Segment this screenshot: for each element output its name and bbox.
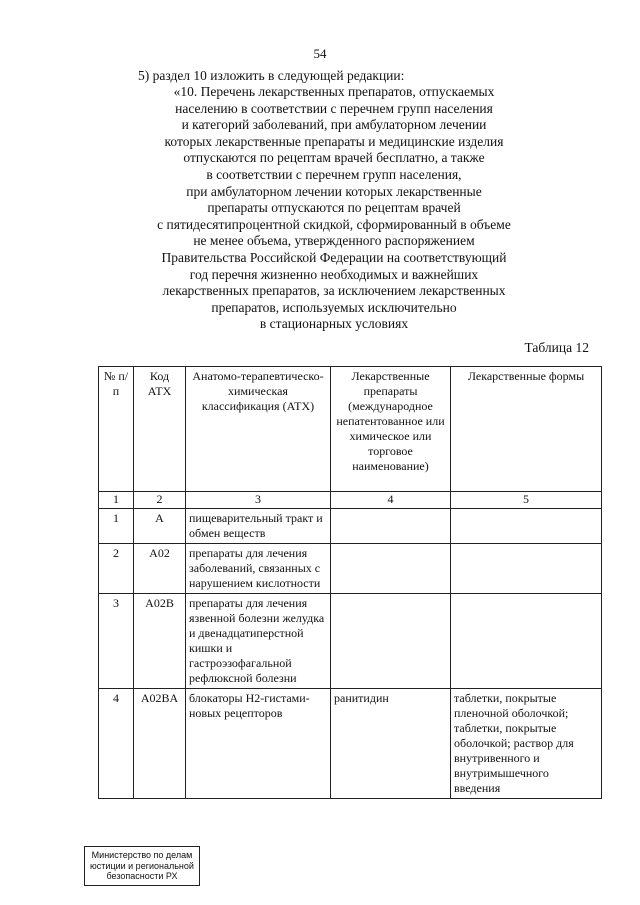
drug-name [331, 594, 451, 689]
table-header-row [99, 367, 602, 492]
stamp-line: безопасности РХ [106, 871, 178, 881]
dosage-form [451, 544, 602, 594]
table-row [99, 689, 602, 799]
heading-line: «10. Перечень лекарственных препаратов, отпускаемых [173, 84, 495, 99]
heading-line: год перечня жизненно необходимых и важнейших [189, 266, 479, 282]
atx-code: A02B [134, 594, 186, 689]
section-heading [96, 84, 572, 333]
heading-line: отпускаются по рецептам врачей бесплатно, а также [183, 150, 485, 166]
row-number: 1 [99, 509, 134, 544]
header-number: № п/п [99, 367, 134, 492]
classification: блокаторы Н2-гистами-новых рецепторов [186, 689, 331, 799]
heading-line: и категорий заболеваний, при амбулаторном лечении [181, 117, 487, 133]
heading-line: при амбулаторном лечении которых лекарственные [186, 183, 482, 199]
classification: препараты для лечения язвенной болезни желудка и двенадцатиперстной кишки и гастроэзофагальной рефлюксной болезни [186, 594, 331, 689]
heading-line: в стационарных условиях [259, 316, 409, 332]
header-atx-code: Код АТХ [134, 367, 186, 492]
row-number: 4 [99, 689, 134, 799]
drug-name: ранитидин [331, 689, 451, 799]
column-number: 2 [134, 492, 186, 509]
classification: препараты для лечения заболеваний, связанных с нарушением кислотности [186, 544, 331, 594]
column-number: 4 [331, 492, 451, 509]
column-number: 3 [186, 492, 331, 509]
classification: пищеварительный тракт и обмен веществ [186, 509, 331, 544]
dosage-form: таблетки, покрытые пленочной оболочкой; таблетки, покрытые оболочкой; раствор для внутривенного и внутримышечного введения [451, 689, 602, 799]
header-drugs: Лекарственные препараты (международное непатентованное или химическое или торговое наименование) [331, 367, 451, 492]
heading-line: не менее объема, утвержденного распоряжением [193, 233, 475, 249]
heading-line: с пятидесятипроцентной скидкой, сформированный в объеме [157, 216, 511, 232]
heading-line: в соответствии с перечнем групп населения, [206, 166, 462, 182]
heading-line: препаратов, используемых исключительно [211, 299, 457, 315]
stamp-line: юстиции и региональной [90, 860, 194, 871]
dosage-form [451, 594, 602, 689]
drug-name [331, 544, 451, 594]
row-number: 3 [99, 594, 134, 689]
atx-code: A02 [134, 544, 186, 594]
heading-line: которых лекарственные препараты и медицинские изделия [164, 133, 504, 149]
ministry-stamp [84, 846, 200, 886]
intro-text: 5) раздел 10 изложить в следующей редакции: [138, 68, 405, 83]
drug-name [331, 509, 451, 544]
stamp-line: Министерство по делам [91, 850, 193, 860]
dosage-form [451, 509, 602, 544]
header-forms: Лекарственные формы [451, 367, 602, 492]
heading-line: препараты отпускаются по рецептам врачей [207, 200, 461, 216]
header-classification: Анатомо-терапевтическо-химическая классификация (АТХ) [186, 367, 331, 492]
table-row [99, 594, 602, 689]
heading-line: лекарственных препаратов, за исключением лекарственных [162, 283, 506, 299]
table-caption: Таблица 12 [524, 340, 589, 355]
heading-line: населению в соответствии с перечнем групп населения [175, 100, 493, 116]
atx-table [98, 366, 602, 799]
table-row [99, 544, 602, 594]
atx-code: A02BA [134, 689, 186, 799]
column-number: 5 [451, 492, 602, 509]
heading-line: Правительства Российской Федерации на соответствующий [161, 249, 507, 265]
atx-code: A [134, 509, 186, 544]
page-number: 54 [313, 46, 327, 61]
row-number: 2 [99, 544, 134, 594]
column-number-row [99, 492, 602, 509]
table-row [99, 509, 602, 544]
column-number: 1 [99, 492, 134, 509]
